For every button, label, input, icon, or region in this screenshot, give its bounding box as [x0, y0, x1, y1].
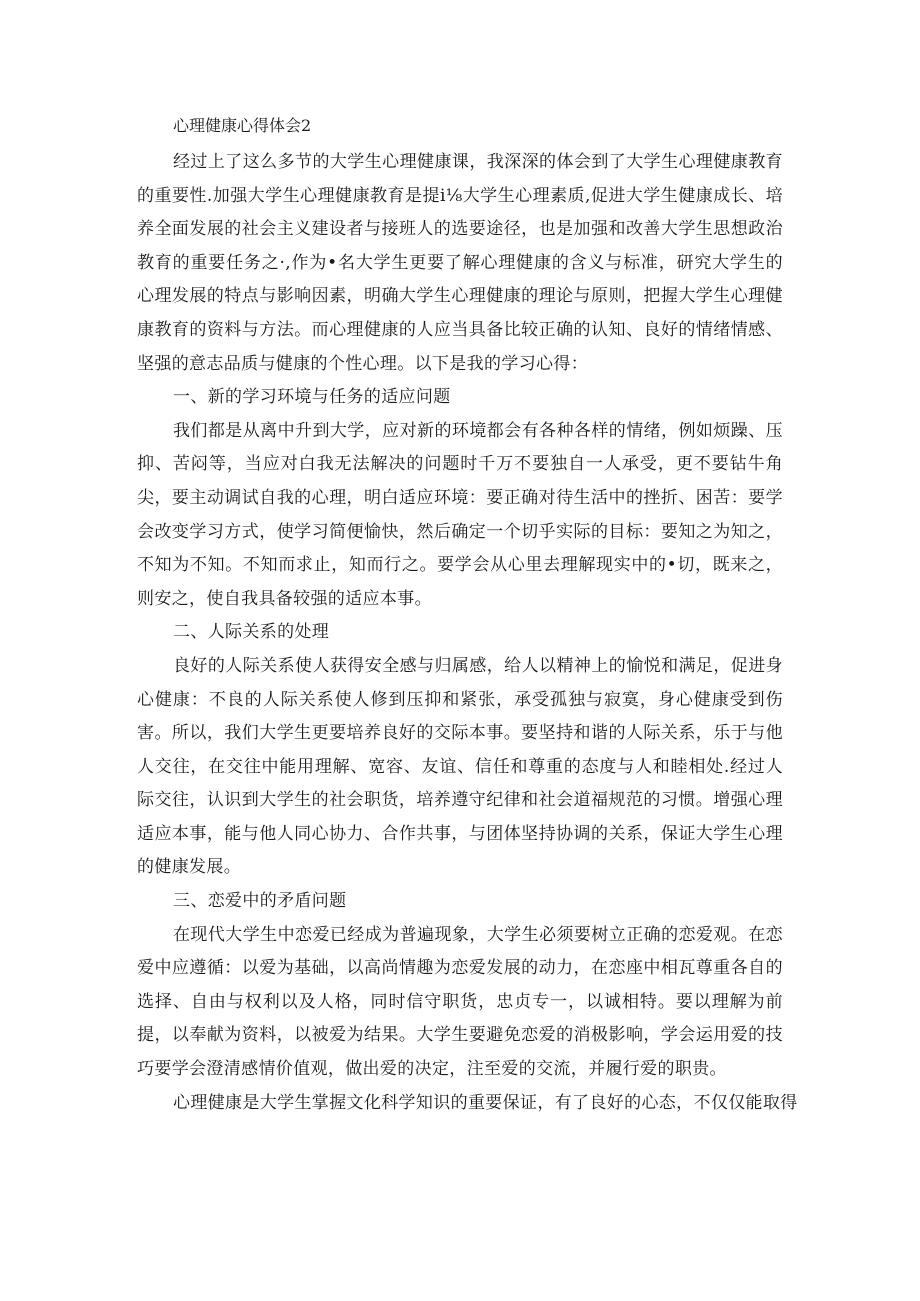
- section-heading-3: 三、恋爱中的矛盾问题: [173, 891, 347, 912]
- document-body: [137, 114, 798, 1120]
- section-heading-2: 二、人际关系的处理: [173, 622, 330, 643]
- intro-paragraph: 经过上了这么多节的大学生心理健康课，我深深的体会到了大学生心理健康教育的重要性.加强大学生心理健康教育是提i⅛大学生心理素质,促进大学生健康成长、培养全面发展的社会主义建设者与接班人的选要途径，也是加强和改善大学生思想政治教育的重要任务之·,作为•名大学生更要了解心理健康的含义与标准，研究大学生的心理发展的特点与影响因素，明确大学生心理健康的理论与原则，把握大学生心理健康教育的资料与方法。而心理健康的人应当具备比较正确的认知、良好的情绪情感、坚强的意志品质与健康的个性心理。以下是我的学习心得：: [137, 152, 783, 374]
- section-body-1: 我们都是从离中升到大学，应对新的环境都会有各种各样的情绪，例如烦躁、压抑、苦闷等，当应对白我无法解决的问题时千万不要独自一人承受，更不要钻牛角尖，要主动调试自我的心理，明白适应环境：要正确对待生活中的挫折、困苦：要学会改变学习方式，使学习简便愉快，然后确定一个切乎实际的目标：要知之为知之，不知为不知。不知而求止，知而行之。要学会从心里去理解现实中的•切，既来之，则安之，使自我具备较强的适应本事。: [137, 420, 783, 609]
- section-body-3: 在现代大学生中恋爱已经成为普遍现象，大学生必须要树立正确的恋爱观。在恋爱中应遵循：以爱为基础，以高尚情趣为恋爱发展的动力，在恋座中相瓦尊重各自的选择、自由与权利以及人格，同时信守职货，忠贞专一，以诚相特。要以理解为前提，以奉献为资料，以被爱为结果。大学生要避免恋爱的消极影响，学会运用爱的技巧要学会澄清感情价值观，做出爱的决定，注至爱的交流，并履行爱的职贵。: [137, 924, 783, 1080]
- section-heading-1: 一、新的学习环境与任务的适应问题: [173, 387, 451, 408]
- section-body-2: 良好的人际关系使人获得安全感与归属感，给人以精神上的愉悦和满足，促进身心健康：不良的人际关系使人修到压抑和紧张，承受孤独与寂寞，身心健康受到伤害。所以，我们大学生更要培养良好的交际本事。要坚持和谐的人际关系，乐于与他人交往，在交往中能用理解、宽容、友谊、信任和尊重的态度与人和睦相处.经过人际交往，认识到大学生的社会职货，培养遵守纪律和社会道福规范的习惯。增强心理适应本事，能与他人同心协力、合作共事，与团体坚持协调的关系，保证大学生心理的健康发展。: [137, 655, 783, 878]
- closing-paragraph: 心理健康是大学生掌握文化科学知识的重要保证，有了良好的心态，不仅仅能取得: [173, 1092, 798, 1113]
- document-title: 心理健康心得体会2: [173, 116, 312, 135]
